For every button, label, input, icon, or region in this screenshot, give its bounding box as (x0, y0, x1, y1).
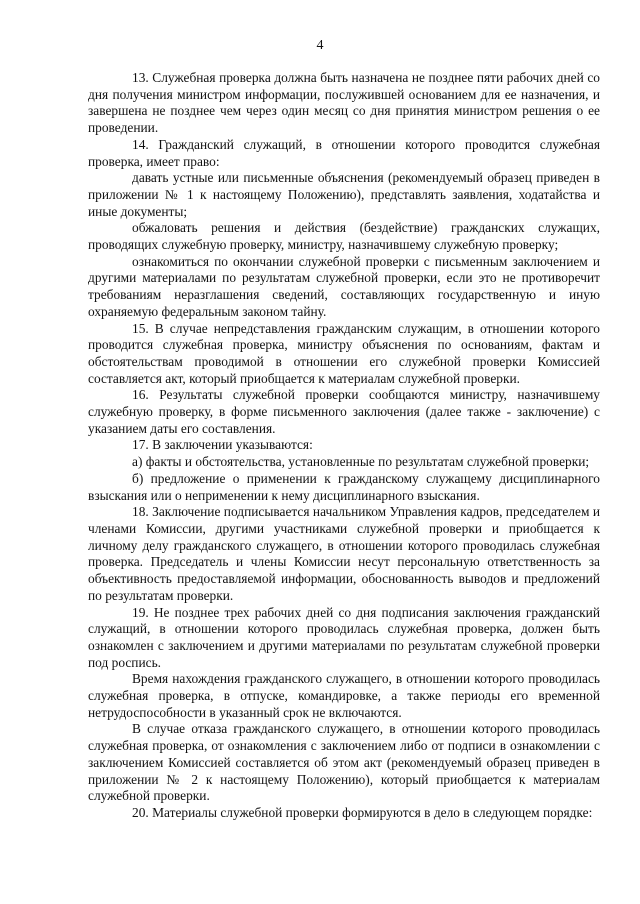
paragraph-16: 16. Результаты служебной проверки сообщаются министру, назначившему служебную проверку, в форме письменного заключения (далее также - заключение) с указанием даты его составления. (88, 387, 600, 436)
paragraph-19-refusal: В случае отказа гражданского служащего, в отношении которого проводилась служебная проверка, от ознакомления с заключением либо от подписи в ознакомлении с заключением Комиссией составляется об этом акт (рекомендуемый образец приведен в приложении № 2 к настоящему Положению), который приобщается к материалам служебной проверки. (88, 721, 600, 804)
paragraph-14-right-explanations: давать устные или письменные объяснения (рекомендуемый образец приведен в приложении № 1 к настоящему Положению), представлять заявления, ходатайства и иные документы; (88, 170, 600, 219)
paragraph-17-item-a: а) факты и обстоятельства, установленные по результатам служебной проверки; (132, 454, 590, 470)
paragraph-19-period: Время нахождения гражданского служащего, в отношении которого проводилась служебная проверка, в отпуске, командировке, а также периоды его временной нетрудоспособности в указанный срок не включаются. (88, 671, 600, 720)
page-number: 4 (316, 38, 324, 53)
paragraph-18: 18. Заключение подписывается начальником Управления кадров, председателем и членами Комиссии, другими участниками служебной проверки и приобщается к личному делу гражданского служащего, в отношении которого проводилась служебная проверка. Председатель и члены Комиссии несут персональную ответственность за объективность предоставляемой информации, обоснованность выводов и предложений по результатам проверки. (88, 504, 600, 603)
paragraph-13: 13. Служебная проверка должна быть назначена не позднее пяти рабочих дней со дня получения министром информации, послужившей основанием для ее назначения, и завершена не позднее чем через один месяц со дня принятия министром решения о ее проведении. (88, 70, 600, 136)
paragraph-20: 20. Материалы служебной проверки формируются в дело в следующем порядке: (132, 804, 593, 820)
paragraph-15: 15. В случае непредставления гражданским служащим, в отношении которого проводится служебная проверка, министру объяснения по основаниям, фактам и обстоятельствам проводимой в отношении его служебной проверки Комиссией составляется акт, который приобщается к материалам служебной проверки. (88, 320, 600, 386)
paragraph-14-right-appeal: обжаловать решения и действия (бездействие) гражданских служащих, проводящих служебную проверку, министру, назначившему служебную проверку; (88, 220, 600, 253)
paragraph-14-right-review: ознакомиться по окончании служебной проверки с письменным заключением и другими материалами по результатам служебной проверки, если это не противоречит требованиям неразглашения сведений, составляющих государственную и иную охраняемую федеральным законом тайну. (88, 253, 600, 319)
paragraph-14: 14. Гражданский служащий, в отношении которого проводится служебная проверка, имеет право: (88, 136, 600, 169)
paragraph-19: 19. Не позднее трех рабочих дней со дня подписания заключения гражданский служащий, в отношении которого проводилась служебная проверка, должен быть ознакомлен с заключением и другими материалами по результатам служебной проверки под роспись. (88, 604, 600, 670)
paragraph-17-item-b: б) предложение о применении к гражданскому служащему дисциплинарного взыскания или о неприменении к нему дисциплинарного взыскания. (88, 470, 600, 503)
document-body (88, 70, 600, 822)
paragraph-17: 17. В заключении указываются: (132, 437, 313, 453)
